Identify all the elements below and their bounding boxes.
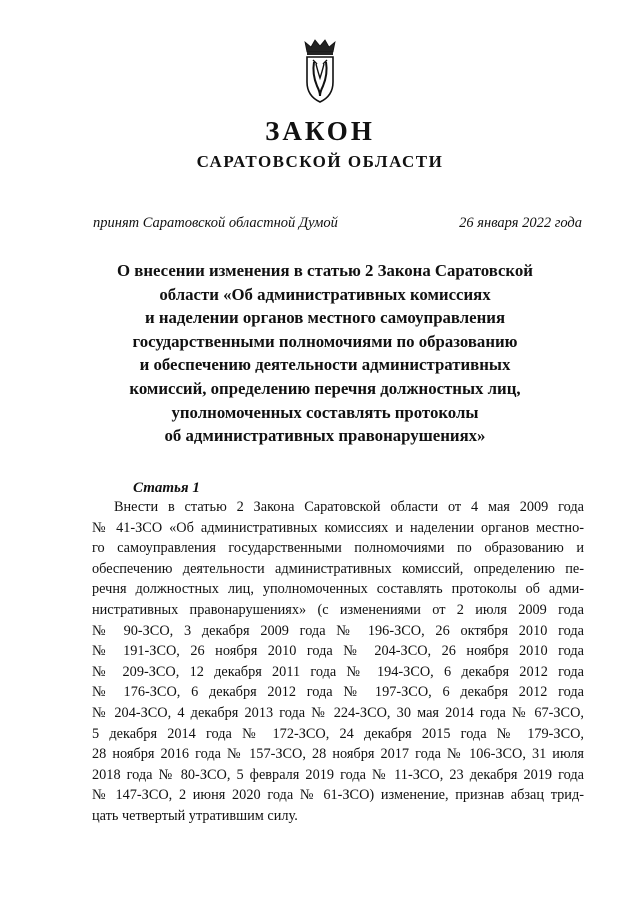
heading-line: и наделении органов местного самоуправления [144,308,506,328]
document-subtitle: САРАТОВСКОЙ ОБЛАСТИ [196,152,444,171]
body-line: 28 ноября 2016 года № 157-ЗСО, 28 ноября 2017 года № 106-ЗСО, 31 июля [92,746,584,763]
heading-line: О внесении изменения в статью 2 Закона Саратовской [117,261,533,280]
heading-line: об административных правонарушениях» [164,426,486,446]
document-title: ЗАКОН [265,116,375,146]
article-title: Статья 1 [133,480,200,496]
adopted-date-text: 26 января 2022 года [459,215,582,231]
article-body [92,497,584,827]
body-line: речня должностных лиц, уполномоченных составлять протоколы об адми- [92,581,584,598]
body-line: Внести в статью 2 Закона Саратовской области от 4 мая 2009 года [114,499,584,515]
body-line: № 204-ЗСО, 4 декабря 2013 года № 224-ЗСО, 30 мая 2014 года № 67-ЗСО, [92,704,584,721]
body-line: № 41-ЗСО «Об административных комиссиях и наделении органов местно- [92,519,584,536]
body-line: 2018 года № 80-ЗСО, 5 февраля 2019 года № 11-ЗСО, 23 декабря 2019 года [92,766,584,783]
saratov-coat-of-arms-icon [303,38,337,104]
adopted-by-text: принят Саратовской областной Думой [93,215,338,231]
body-line: цать четвертый утратившим силу. [92,807,298,824]
heading-line: государственными полномочиями по образованию [132,331,518,351]
heading-line: области «Об административных комиссиях [159,284,491,304]
body-line: го самоуправления государственными полномочиями по образованию и [92,540,584,557]
heading-line: и обеспечению деятельности административных [139,355,511,375]
body-line: 5 декабря 2014 года № 172-ЗСО, 24 декабря 2015 года № 179-ЗСО, [92,725,584,742]
heading-line: комиссий, определению перечня должностных лиц, [129,378,521,398]
body-line: обеспечению деятельности административных комиссий, определению пе- [92,560,584,577]
body-line: № 176-ЗСО, 6 декабря 2012 года № 197-ЗСО, 6 декабря 2012 года [92,684,584,701]
body-line: № 90-ЗСО, 3 декабря 2009 года № 196-ЗСО, 26 октября 2010 года [92,622,584,639]
law-heading [70,259,580,448]
body-line: № 209-ЗСО, 12 декабря 2011 года № 194-ЗСО, 6 декабря 2012 года [92,663,584,680]
body-line: нистративных правонарушениях» (с изменениями от 2 июля 2009 года [92,601,584,618]
heading-line: уполномоченных составлять протоколы [171,402,479,422]
body-line: № 147-ЗСО, 2 июня 2020 года № 61-ЗСО) изменение, признав абзац трид- [92,787,584,804]
body-line: № 191-ЗСО, 26 ноября 2010 года № 204-ЗСО, 26 ноября 2010 года [92,643,584,660]
